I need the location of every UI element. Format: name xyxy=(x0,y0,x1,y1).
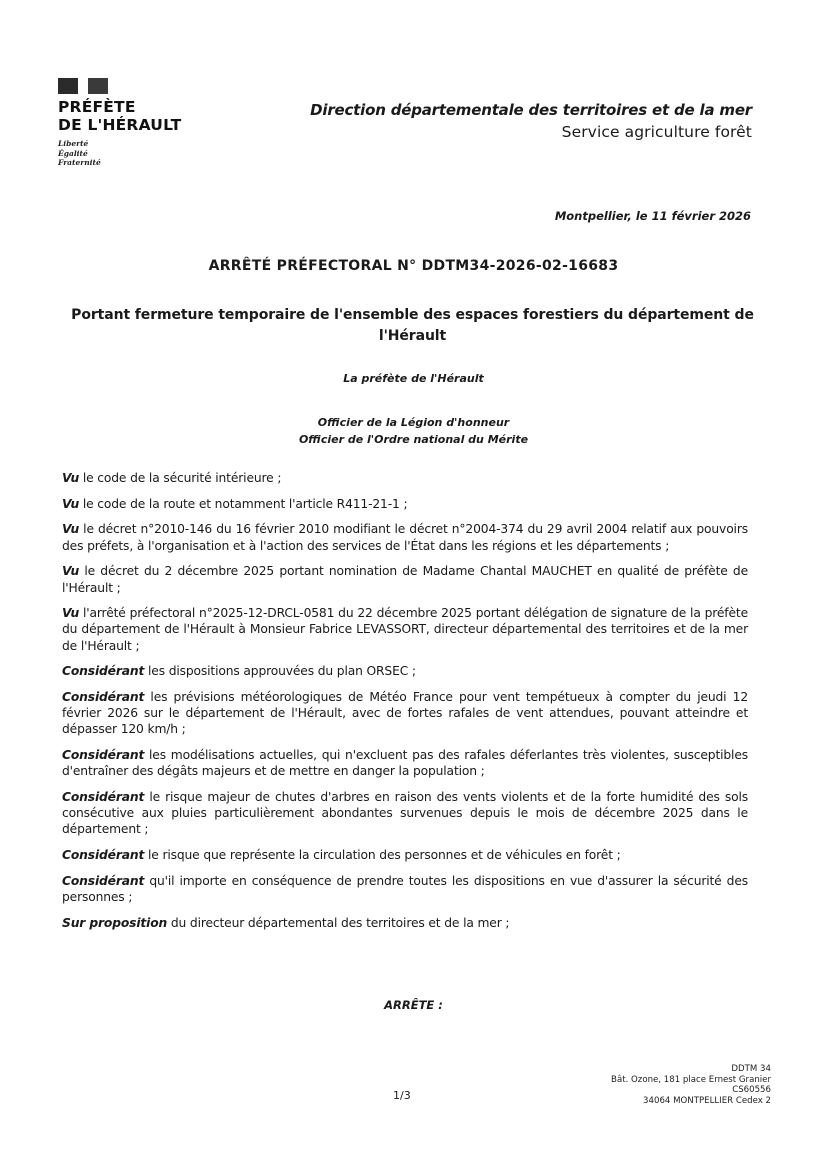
recital: Vu le décret n°2010-146 du 16 février 2010 modifiant le décret n°2004-374 du 29 avril 2004 relatif aux pouvoirs des préfets, à l'organisation et à l'action des services de l'État dans les régions et les départements ; xyxy=(62,522,748,553)
footer-address xyxy=(611,1064,771,1106)
document-subtitle: Portant fermeture temporaire de l'ensemble des espaces forestiers du département de l'Hérault xyxy=(71,307,754,344)
document-date: Montpellier, le 11 février 2026 xyxy=(554,209,751,223)
honor-merite: Officier de l'Ordre national du Mérite xyxy=(298,433,529,446)
marianne-flag-icon xyxy=(58,78,198,94)
prefecture-logo xyxy=(58,78,198,168)
recital: Vu le code de la sécurité intérieure ; xyxy=(62,471,282,485)
authority: La préfète de l'Hérault xyxy=(343,372,484,385)
issuing-service xyxy=(310,99,752,143)
logo-line-2: DE L'HÉRAULT xyxy=(58,116,182,134)
recital: Vu le code de la route et notamment l'article R411-21-1 ; xyxy=(62,496,408,511)
motto-egalite: Égalité xyxy=(58,148,88,158)
recital: Considérant les dispositions approuvées du plan ORSEC ; xyxy=(62,664,416,679)
recital: Vu le décret du 2 décembre 2025 portant nomination de Madame Chantal MAUCHET en qualité de préfète de l'Hérault ; xyxy=(62,564,748,595)
address-line: Bât. Ozone, 181 place Ernest Granier xyxy=(611,1074,771,1085)
honor-legion: Officier de la Légion d'honneur xyxy=(317,416,510,429)
recital: Considérant les modélisations actuelles, qui n'excluent pas des rafales déferlantes très violentes, susceptibles d'entraîner des dégâts majeurs et de mettre en danger la population ; xyxy=(62,748,748,779)
recitals xyxy=(62,470,748,940)
recital: Vu l'arrêté préfectoral n°2025-12-DRCL-0581 du 22 décembre 2025 portant délégation de signature de la préfète du département de l'Hérault à Monsieur Fabrice LEVASSORT, directeur départemental des territoires et de la mer de l'Hérault ; xyxy=(62,606,748,653)
recital: Considérant qu'il importe en conséquence de prendre toutes les dispositions en vue d'assurer la sécurité des personnes ; xyxy=(62,873,748,905)
republic-motto xyxy=(58,139,198,168)
address-line: 34064 MONTPELLIER Cedex 2 xyxy=(643,1095,771,1106)
recital: Considérant les prévisions météorologiques de Météo France pour vent tempétueux à compter du jeudi 12 février 2026 sur le département de l'Hérault, avec de fortes rafales de vent attendues, pouvant atteindre et dépasser 120 km/h ; xyxy=(62,690,748,737)
motto-liberte: Liberté xyxy=(58,139,89,148)
recital: Considérant le risque que représente la circulation des personnes et de véhicules en forêt ; xyxy=(62,848,621,863)
decision-heading: ARRÊTE : xyxy=(384,998,443,1012)
recital: Considérant le risque majeur de chutes d'arbres en raison des vents violents et de la forte humidité des sols consécutive aux pluies particulièrement abondantes survenues depuis le mois de décembre 2025 dans le département ; xyxy=(62,790,748,837)
motto-fraternite: Fraternité xyxy=(58,158,101,167)
direction-name: Direction départementale des territoires et de la mer xyxy=(310,101,752,119)
honors xyxy=(0,414,827,448)
recital: Sur proposition du directeur départemental des territoires et de la mer ; xyxy=(62,915,510,930)
page-number: 1/3 xyxy=(393,1089,411,1102)
address-line: CS60556 xyxy=(732,1085,771,1095)
address-line: DDTM 34 xyxy=(731,1064,771,1074)
logo-line-1: PRÉFÈTE xyxy=(58,98,136,116)
service-name: Service agriculture forêt xyxy=(561,123,752,141)
document-title: ARRÊTÉ PRÉFECTORAL N° DDTM34-2026-02-16683 xyxy=(208,258,619,274)
